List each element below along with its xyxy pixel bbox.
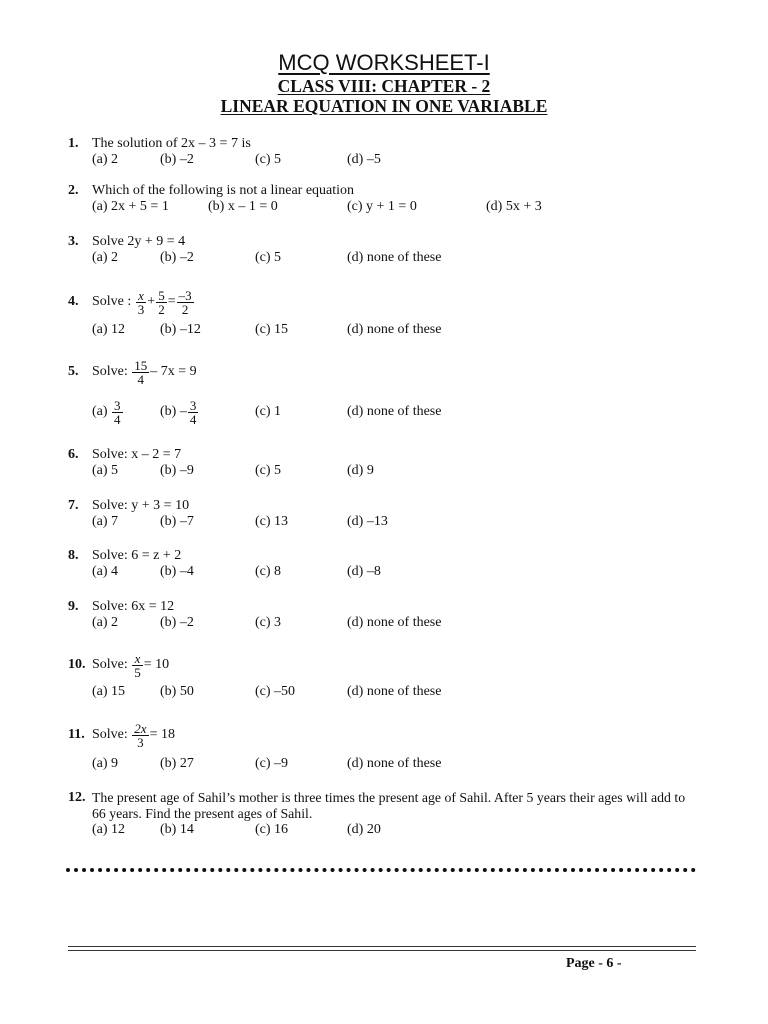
fraction-5-over-2: $\frac{5}{2}$ bbox=[158, 287, 165, 317]
option-d: (d) –13 bbox=[347, 514, 388, 529]
option-a: (a) 12 bbox=[92, 322, 126, 337]
question-prefix: Solve: bbox=[92, 657, 128, 672]
option-c: (c) 8 bbox=[255, 564, 282, 579]
option-c: (c) –9 bbox=[255, 756, 289, 771]
question-number: 4. bbox=[68, 294, 79, 309]
page-number: Page - 6 - bbox=[566, 956, 622, 971]
question-11 bbox=[68, 720, 708, 773]
option-d: (d) 5x + 3 bbox=[486, 199, 542, 214]
footer-rule bbox=[68, 950, 696, 951]
equation-rest: = 18 bbox=[149, 727, 175, 742]
question-text: Solve: x – 2 = 7 bbox=[92, 447, 182, 462]
equals-sign: = bbox=[167, 294, 176, 309]
question-1 bbox=[68, 136, 708, 169]
option-c: (c) y + 1 = 0 bbox=[347, 199, 417, 214]
option-a: (a) 5 bbox=[92, 463, 119, 478]
option-a: (a) 2 bbox=[92, 152, 119, 167]
option-d: (d) 9 bbox=[347, 463, 374, 478]
fraction-neg3-over-2: $\frac{-3}{2}$ bbox=[178, 287, 192, 317]
option-c: (c) 5 bbox=[255, 463, 282, 478]
question-10 bbox=[68, 650, 708, 701]
option-c: (c) 1 bbox=[255, 404, 282, 419]
question-number: 7. bbox=[68, 498, 79, 513]
option-b: (b) 27 bbox=[160, 756, 194, 771]
equation-rest: = 10 bbox=[143, 657, 170, 672]
question-prefix: Solve: bbox=[92, 727, 128, 742]
question-number: 11. bbox=[68, 727, 85, 742]
question-number: 1. bbox=[68, 136, 79, 151]
question-number: 3. bbox=[68, 234, 79, 249]
question-5 bbox=[68, 356, 708, 428]
option-b: (b) – $\frac{3}{4}$ bbox=[160, 397, 197, 427]
option-c: (c) 15 bbox=[255, 322, 289, 337]
option-d: (d) none of these bbox=[347, 404, 442, 419]
fraction-x-over-5: $\frac{x}{5}$ bbox=[134, 650, 141, 680]
question-number: 5. bbox=[68, 364, 79, 379]
question-4 bbox=[68, 286, 708, 339]
option-a: (a) 2 bbox=[92, 250, 119, 265]
chapter-title: LINEAR EQUATION IN ONE VARIABLE bbox=[220, 96, 548, 116]
option-d: (d) –5 bbox=[347, 152, 381, 167]
option-d: (d) none of these bbox=[347, 322, 442, 337]
option-a: (a) 7 bbox=[92, 514, 119, 529]
question-text: The present age of Sahil’s mother is three times the present age of Sahil. After 5 years their ages will add to 66 years. Find the present ages of Sahil. bbox=[92, 790, 686, 821]
option-d: (d) none of these bbox=[347, 684, 442, 699]
question-7 bbox=[68, 498, 708, 531]
question-number: 9. bbox=[68, 599, 79, 614]
option-b: (b) –2 bbox=[160, 615, 194, 630]
option-d: (d) 20 bbox=[347, 822, 381, 837]
option-d: (d) none of these bbox=[347, 250, 442, 265]
question-3 bbox=[68, 234, 708, 267]
option-b: (b) x – 1 = 0 bbox=[208, 199, 278, 214]
option-c: (c) 5 bbox=[255, 152, 282, 167]
question-prefix: Solve: bbox=[92, 364, 128, 379]
question-6 bbox=[68, 447, 708, 480]
option-a: (a) $\frac{3}{4}$ bbox=[92, 397, 121, 427]
question-text: Which of the following is not a linear equation bbox=[92, 183, 355, 198]
question-text: The solution of 2x – 3 = 7 is bbox=[92, 136, 251, 151]
option-b: (b) –2 bbox=[160, 250, 194, 265]
question-number: 6. bbox=[68, 447, 79, 462]
question-text: Solve 2y + 9 = 4 bbox=[92, 234, 186, 249]
question-text: Solve: y + 3 = 10 bbox=[92, 498, 190, 513]
fraction-15-over-4: $\frac{15}{4}$ bbox=[134, 357, 148, 387]
option-b: (b) –2 bbox=[160, 152, 194, 167]
question-12 bbox=[68, 790, 708, 839]
fraction-x-over-3: $\frac{x}{3}$ bbox=[137, 287, 145, 317]
footer-rule bbox=[68, 946, 696, 947]
question-8 bbox=[68, 548, 708, 581]
question-number: 8. bbox=[68, 548, 79, 563]
option-c: (c) 3 bbox=[255, 615, 282, 630]
question-text: Solve: 6 = z + 2 bbox=[92, 548, 182, 563]
option-a: (a) 15 bbox=[92, 684, 126, 699]
option-d: (d) none of these bbox=[347, 756, 442, 771]
option-a: (a) 12 bbox=[92, 822, 126, 837]
question-text: Solve: 6x = 12 bbox=[92, 599, 175, 614]
option-b: (b) 50 bbox=[160, 684, 194, 699]
class-chapter-line: CLASS VIII: CHAPTER - 2 bbox=[277, 76, 491, 96]
question-9 bbox=[68, 599, 708, 632]
option-a: (a) 2x + 5 = 1 bbox=[92, 199, 169, 214]
option-a: (a) 9 bbox=[92, 756, 119, 771]
option-b: (b) –12 bbox=[160, 322, 201, 337]
option-a: (a) 4 bbox=[92, 564, 119, 579]
question-prefix: Solve : bbox=[92, 294, 132, 309]
worksheet-title: MCQ WORKSHEET-I bbox=[278, 50, 490, 75]
fraction-2x-over-3: $\frac{2x}{3}$ bbox=[134, 720, 147, 750]
option-c: (c) 5 bbox=[255, 250, 282, 265]
option-b: (b) –9 bbox=[160, 463, 194, 478]
option-b: (b) –4 bbox=[160, 564, 194, 579]
question-number: 10. bbox=[68, 657, 86, 672]
dotted-separator bbox=[66, 868, 696, 872]
question-number: 12. bbox=[68, 790, 86, 805]
plus-sign: + bbox=[147, 294, 156, 309]
option-a: (a) 2 bbox=[92, 615, 119, 630]
option-c: (c) –50 bbox=[255, 684, 296, 699]
option-d: (d) none of these bbox=[347, 615, 442, 630]
option-d: (d) –8 bbox=[347, 564, 381, 579]
question-number: 2. bbox=[68, 183, 79, 198]
question-2 bbox=[68, 183, 708, 216]
option-b: (b) 14 bbox=[160, 822, 194, 837]
option-c: (c) 16 bbox=[255, 822, 289, 837]
option-b: (b) –7 bbox=[160, 514, 194, 529]
equation-rest: – 7x = 9 bbox=[150, 364, 197, 379]
option-c: (c) 13 bbox=[255, 514, 289, 529]
